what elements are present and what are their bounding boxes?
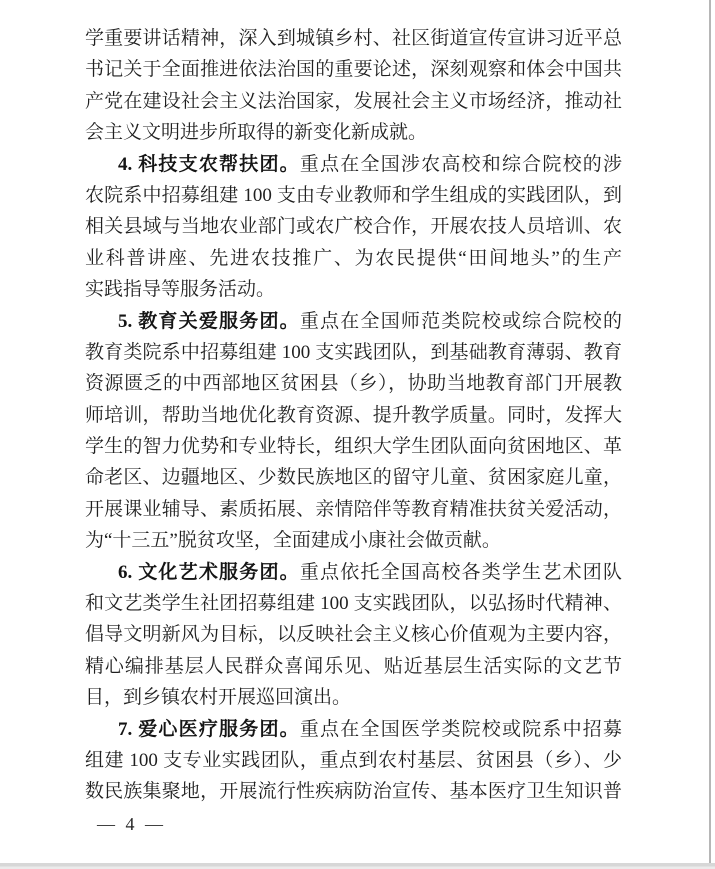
text-line: 产党在建设社会主义法治国家，发展社会主义市场经济，推动社 — [85, 90, 622, 112]
text-line: 为“十三五”脱贫攻坚，全面建成小康社会做贡献。 — [85, 530, 501, 552]
text-line: 相关县域与当地农业部门或农广校合作，开展农技人员培训、农 — [85, 216, 622, 238]
section-lead: 重点依托全国高校各类学生艺术团队 — [299, 561, 622, 583]
text-line: 会主义文明进步所取得的新变化新成就。 — [85, 122, 428, 144]
text-line: 和文艺类学生社团招募组建 100 支实践团队，以弘扬时代精神、 — [85, 593, 622, 615]
text-line: 数民族集聚地，开展流行性疾病防治宣传、基本医疗卫生知识普 — [85, 781, 622, 803]
page-number: — 4 — — [97, 814, 166, 834]
text-line: 精心编排基层人民群众喜闻乐见、贴近基层生活实际的文艺节 — [85, 655, 622, 677]
section-5-paragraph — [85, 306, 622, 557]
section-heading: 5. 教育关爱服务团。 — [118, 310, 300, 332]
text-line: 倡导文明新风为目标，以反映社会主义核心价值观为主要内容， — [85, 624, 622, 646]
section-lead: 重点在全国涉农高校和综合院校的涉 — [299, 153, 622, 175]
text-line: 目，到乡镇农村开展巡回演出。 — [85, 687, 352, 709]
section-7-paragraph — [85, 714, 622, 808]
section-lead: 重点在全国师范类院校或综合院校的 — [299, 310, 622, 332]
text-line: 开展课业辅导、素质拓展、亲情陪伴等教育精准扶贫关爱活动， — [85, 498, 622, 520]
text-line: 业科普讲座、先进农技推广、为农民提供“田间地头”的生产 — [85, 247, 622, 269]
text-line: 资源匮乏的中西部地区贫困县（乡），协助当地教育部门开展教 — [85, 373, 622, 395]
text-line: 书记关于全面推进依法治国的重要论述，深刻观察和体会中国共 — [85, 59, 622, 81]
section-heading: 4. 科技支农帮扶团。 — [118, 153, 300, 175]
text-line: 农院系中招募组建 100 支由专业教师和学生组成的实践团队，到 — [85, 184, 622, 206]
text-line: 命老区、边疆地区、少数民族地区的留守儿童、贫困家庭儿童， — [85, 467, 622, 489]
text-line: 实践指导等服务活动。 — [85, 279, 276, 301]
section-6-paragraph — [85, 557, 622, 714]
text-line — [85, 714, 622, 745]
section-lead: 重点在全国医学类院校或院系中招募 — [299, 718, 622, 740]
text-line — [85, 306, 622, 337]
section-heading: 7. 爱心医疗服务团。 — [118, 718, 300, 740]
scan-edge-right — [709, 0, 711, 863]
document-body — [85, 23, 622, 808]
text-line: 教育类院系中招募组建 100 支实践团队，到基础教育薄弱、教育 — [85, 341, 622, 363]
section-heading: 6. 文化艺术服务团。 — [118, 561, 300, 583]
text-line: 组建 100 支专业实践团队，重点到农村基层、贫困县（乡）、少 — [85, 749, 622, 771]
section-4-paragraph — [85, 149, 622, 306]
text-line: 学重要讲话精神，深入到城镇乡村、社区街道宣传宣讲习近平总 — [85, 28, 622, 49]
text-line — [85, 149, 622, 180]
text-line: 师培训，帮助当地优化教育资源、提升教学质量。同时，发挥大 — [85, 404, 622, 426]
paragraph-continuation — [85, 23, 622, 149]
text-line: 学生的智力优势和专业特长，组织大学生团队面向贫困地区、革 — [85, 436, 622, 458]
text-line — [85, 557, 622, 588]
scan-edge-bottom — [0, 863, 715, 869]
